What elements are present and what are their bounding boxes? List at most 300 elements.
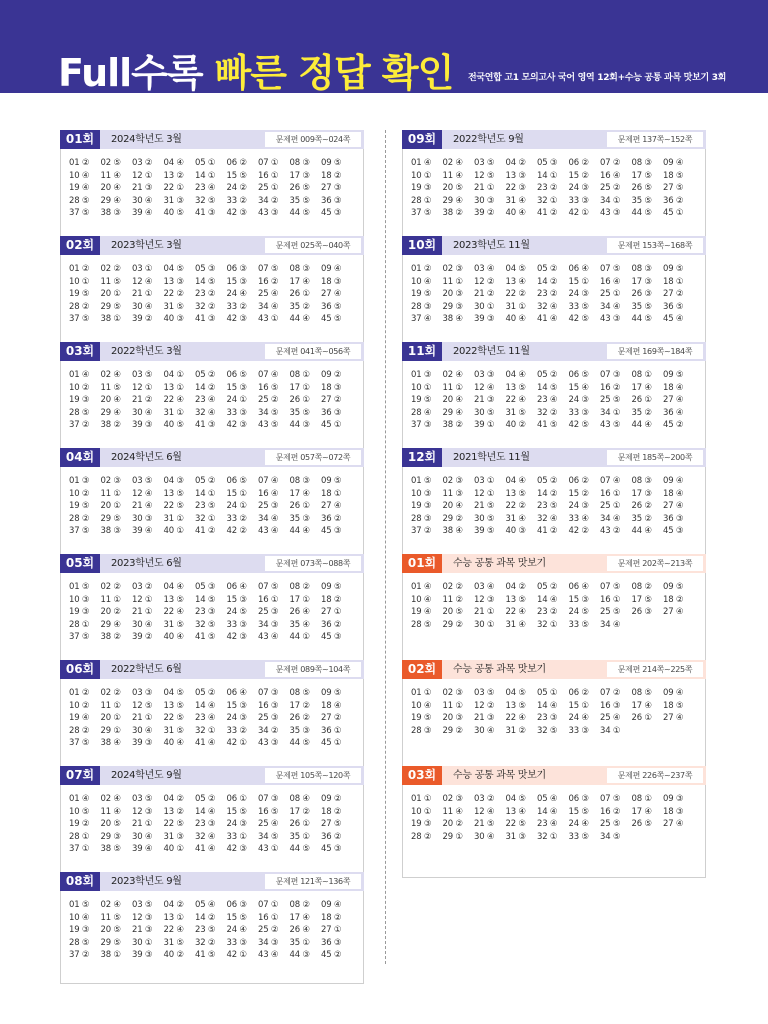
answer-grid <box>411 369 701 432</box>
answer-item: 24 ③ <box>568 289 589 299</box>
answer-item: 19 ④ <box>69 183 90 193</box>
answer-item: 06 ② <box>568 158 589 168</box>
answer-item: 01 ⑤ <box>69 582 90 592</box>
answer-row <box>411 500 701 513</box>
answer-item: 40 ④ <box>163 632 184 642</box>
answer-item: 04 ⑤ <box>505 794 526 804</box>
answer-item: 09 ④ <box>321 264 342 274</box>
answer-item: 26 ⑤ <box>289 183 310 193</box>
answer-item: 36 ④ <box>663 407 684 418</box>
answer-item: 03 ⑤ <box>132 370 153 380</box>
answer-item: 06 ⑤ <box>568 370 589 380</box>
answer-item: 34 ③ <box>258 937 279 948</box>
answer-item: 02 ③ <box>442 794 463 804</box>
answer-item: 25 ⑤ <box>600 607 621 617</box>
answer-item: 30 ③ <box>132 513 153 524</box>
answer-item: 06 ⑤ <box>226 370 247 380</box>
answer-item: 34 ② <box>258 195 279 206</box>
answer-item: 31 ① <box>505 301 526 312</box>
answer-row <box>69 700 359 713</box>
answer-item: 40 ③ <box>163 314 184 324</box>
answer-row <box>411 700 701 713</box>
answer-item: 42 ③ <box>226 208 247 218</box>
answer-grid <box>69 899 359 962</box>
answer-item: 25 ③ <box>258 607 279 617</box>
block-header <box>60 448 364 467</box>
answer-block <box>60 342 364 460</box>
answer-item: 38 ④ <box>100 738 121 748</box>
answer-item: 05 ③ <box>195 582 216 592</box>
answer-item: 08 ③ <box>631 264 652 274</box>
answer-item: 36 ⑤ <box>663 301 684 312</box>
answer-row <box>411 313 701 326</box>
answer-item: 29 ⑤ <box>100 301 121 312</box>
answer-row <box>69 369 359 382</box>
answer-item: 18 ③ <box>321 382 342 393</box>
answer-item: 31 ⑤ <box>505 407 526 418</box>
exam-number: 06회 <box>60 660 100 679</box>
answer-item: 16 ① <box>258 170 279 181</box>
answer-item: 33 ③ <box>226 619 247 630</box>
page-subtitle: 전국연합 고1 모의고사 국어 영역 12회+수능 공통 과목 맛보기 3회 <box>468 73 727 83</box>
answer-row <box>69 831 359 844</box>
answer-item: 28 ① <box>411 195 432 206</box>
answer-item: 32 ② <box>537 407 558 418</box>
answer-item: 23 ④ <box>537 819 558 829</box>
answer-item: 36 ② <box>663 195 684 206</box>
answer-item: 01 ① <box>411 688 432 698</box>
answer-item: 09 ② <box>321 370 342 380</box>
answer-row <box>411 263 701 276</box>
answer-item: 11 ③ <box>442 488 463 499</box>
answer-item: 32 ⑤ <box>195 195 216 206</box>
answer-item: 27 ⑤ <box>321 819 342 829</box>
answer-item: 31 ① <box>163 407 184 418</box>
exam-number: 10회 <box>402 236 442 255</box>
answer-item: 35 ⑤ <box>289 195 310 206</box>
answer-item: 42 ① <box>226 950 247 960</box>
answer-grid <box>69 687 359 750</box>
answer-item: 22 ④ <box>505 607 526 617</box>
page-range: 문제편 226쪽~237쪽 <box>607 768 703 783</box>
answer-item: 42 ③ <box>226 420 247 430</box>
answer-item: 10 ③ <box>69 594 90 605</box>
answer-item: 24 ④ <box>226 289 247 299</box>
answer-item: 24 ⑤ <box>226 607 247 617</box>
answer-item: 25 ① <box>600 501 621 511</box>
answer-item: 04 ④ <box>163 158 184 168</box>
answer-item: 13 ③ <box>163 276 184 287</box>
answer-item: 31 ⑤ <box>163 301 184 312</box>
answer-item: 05 ② <box>195 476 216 486</box>
answer-item: 27 ② <box>321 713 342 723</box>
answer-grid <box>69 793 359 856</box>
answer-item: 11 ④ <box>100 170 121 181</box>
answer-item: 44 ④ <box>631 526 652 536</box>
answer-item: 36 ③ <box>321 937 342 948</box>
answer-item: 15 ⑤ <box>226 806 247 817</box>
answer-item: 33 ② <box>226 301 247 312</box>
answer-item: 39 ③ <box>474 314 495 324</box>
answer-row <box>411 581 701 594</box>
answer-item: 13 ⑤ <box>505 594 526 605</box>
answer-item: 21 ③ <box>474 713 495 723</box>
answer-item: 40 ① <box>163 844 184 854</box>
page-range: 문제편 121쪽~136쪽 <box>265 874 361 889</box>
answer-item: 22 ④ <box>163 925 184 935</box>
answer-item: 42 ⑤ <box>568 420 589 430</box>
answer-item: 30 ⑤ <box>474 513 495 524</box>
answer-item: 38 ① <box>100 314 121 324</box>
answer-item: 41 ⑤ <box>195 950 216 960</box>
answer-item: 03 ④ <box>474 582 495 592</box>
answer-item: 12 ① <box>132 382 153 393</box>
answer-item: 07 ② <box>600 158 621 168</box>
answer-item: 36 ② <box>321 619 342 630</box>
answer-item: 45 ① <box>321 420 342 430</box>
answer-row <box>411 712 701 725</box>
answer-item: 05 ③ <box>537 158 558 168</box>
answer-item: 35 ② <box>631 513 652 524</box>
answer-item: 16 ① <box>258 912 279 923</box>
answer-item: 01 ⑤ <box>69 900 90 910</box>
block-header <box>60 660 364 679</box>
answer-item: 18 ⑤ <box>663 170 684 181</box>
answer-item: 41 ④ <box>195 738 216 748</box>
answer-item: 43 ① <box>258 314 279 324</box>
exam-number: 07회 <box>60 766 100 785</box>
answer-item: 18 ① <box>663 276 684 287</box>
answer-item: 45 ② <box>663 420 684 430</box>
answer-item: 05 ② <box>195 370 216 380</box>
answer-item: 33 ⑤ <box>568 301 589 312</box>
answer-item: 21 ⑤ <box>474 819 495 829</box>
answer-item: 05 ② <box>537 582 558 592</box>
answer-item: 41 ② <box>195 526 216 536</box>
answer-item: 40 ④ <box>505 208 526 218</box>
answer-row <box>69 937 359 950</box>
answer-item: 26 ① <box>631 395 652 405</box>
answer-item: 25 ② <box>258 925 279 935</box>
answer-item: 31 ① <box>163 513 184 524</box>
answer-block <box>402 766 706 884</box>
answer-item: 32 ⑤ <box>537 725 558 736</box>
block-header <box>402 236 706 255</box>
answer-item: 43 ④ <box>258 526 279 536</box>
answer-grid <box>411 263 701 326</box>
exam-date: 2022학년도 11월 <box>453 346 530 357</box>
answer-item: 14 ② <box>537 276 558 287</box>
page-range: 문제편 057쪽~072쪽 <box>265 450 361 465</box>
answer-item: 13 ③ <box>505 170 526 181</box>
answer-item: 28 ⑤ <box>411 619 432 630</box>
answer-item: 29 ⑤ <box>100 513 121 524</box>
answer-item: 18 ④ <box>663 488 684 499</box>
answer-item: 29 ④ <box>442 195 463 206</box>
answer-item: 24 ③ <box>568 183 589 193</box>
answer-item: 22 ③ <box>505 183 526 193</box>
answer-item: 27 ① <box>321 925 342 935</box>
answer-item: 13 ④ <box>505 806 526 817</box>
answer-item: 17 ④ <box>289 488 310 499</box>
exam-number: 08회 <box>60 872 100 891</box>
answer-item: 11 ① <box>100 700 121 711</box>
answer-item: 34 ④ <box>600 619 621 630</box>
answer-row <box>69 725 359 738</box>
answer-item: 17 ③ <box>631 276 652 287</box>
exam-number: 03회 <box>402 766 442 785</box>
answer-row <box>69 407 359 420</box>
answer-item: 26 ④ <box>289 925 310 935</box>
answer-item: 03 ③ <box>132 688 153 698</box>
block-header <box>402 554 706 573</box>
answer-item: 22 ④ <box>505 713 526 723</box>
page-range: 문제편 105쪽~120쪽 <box>265 768 361 783</box>
answer-item: 26 ① <box>289 501 310 511</box>
exam-date: 수능 공통 과목 맛보기 <box>453 664 546 675</box>
answer-item: 04 ② <box>505 582 526 592</box>
answer-item: 41 ② <box>537 208 558 218</box>
answer-item: 28 ① <box>69 619 90 630</box>
answer-item: 12 ③ <box>132 912 153 923</box>
answer-item: 28 ② <box>411 831 432 842</box>
answer-item: 05 ① <box>195 158 216 168</box>
answer-item: 02 ② <box>100 582 121 592</box>
answer-item: 01 ② <box>69 158 90 168</box>
answer-item: 04 ④ <box>505 476 526 486</box>
answer-item: 01 ④ <box>411 582 432 592</box>
answer-item: 11 ⑤ <box>100 276 121 287</box>
answer-item: 27 ④ <box>663 713 684 723</box>
answer-row <box>411 619 701 632</box>
answer-item: 27 ⑤ <box>663 183 684 193</box>
answer-item: 34 ⑤ <box>258 831 279 842</box>
answer-item: 14 ⑤ <box>537 382 558 393</box>
answer-row <box>411 687 701 700</box>
page-range: 문제편 073쪽~088쪽 <box>265 556 361 571</box>
exam-number: 02회 <box>60 236 100 255</box>
answer-item: 15 ① <box>568 276 589 287</box>
answer-item: 29 ② <box>442 619 463 630</box>
answer-item: 23 ② <box>537 289 558 299</box>
answer-item: 26 ⑤ <box>631 819 652 829</box>
answer-item: 04 ② <box>163 900 184 910</box>
answer-item: 37 ④ <box>411 314 432 324</box>
block-header <box>60 766 364 785</box>
answer-item: 09 ⑤ <box>321 158 342 168</box>
answer-item: 41 ③ <box>195 208 216 218</box>
answer-item: 13 ⑤ <box>505 488 526 499</box>
answer-item: 18 ① <box>321 488 342 499</box>
answer-item: 13 ② <box>163 806 184 817</box>
answer-item: 19 ③ <box>411 183 432 193</box>
answer-item: 25 ⑤ <box>600 819 621 829</box>
answer-item: 20 ③ <box>442 289 463 299</box>
answer-item: 14 ④ <box>537 700 558 711</box>
answer-item: 07 ③ <box>600 370 621 380</box>
exam-number: 09회 <box>402 130 442 149</box>
page-title <box>58 42 453 97</box>
answer-item: 14 ① <box>195 170 216 181</box>
answer-item: 01 ④ <box>411 158 432 168</box>
answer-item: 07 ④ <box>258 476 279 486</box>
answer-item: 12 ③ <box>474 594 495 605</box>
answer-item: 27 ② <box>663 289 684 299</box>
answer-block <box>60 236 364 354</box>
answer-item: 17 ④ <box>289 912 310 923</box>
answer-item: 01 ② <box>69 688 90 698</box>
answer-item: 39 ② <box>132 632 153 642</box>
answer-item: 38 ③ <box>100 208 121 218</box>
answer-item: 02 ④ <box>442 158 463 168</box>
answer-item: 19 ③ <box>69 925 90 935</box>
answer-item: 09 ② <box>321 794 342 804</box>
answer-item: 39 ③ <box>132 950 153 960</box>
column-divider <box>385 130 386 964</box>
answer-item: 02 ② <box>442 582 463 592</box>
answer-row <box>69 488 359 501</box>
exam-date: 2024학년도 6월 <box>111 452 182 463</box>
answer-item: 03 ⑤ <box>132 900 153 910</box>
answer-item: 36 ① <box>321 725 342 736</box>
answer-item: 12 ② <box>474 276 495 287</box>
answer-item: 10 ⑤ <box>69 806 90 817</box>
answer-item: 07 ⑤ <box>258 582 279 592</box>
answer-item: 32 ⑤ <box>195 619 216 630</box>
exam-number: 01회 <box>60 130 100 149</box>
answer-item: 12 ③ <box>132 806 153 817</box>
answer-item: 31 ④ <box>505 195 526 206</box>
answer-item: 25 ③ <box>258 713 279 723</box>
answer-item: 03 ② <box>132 158 153 168</box>
answer-item: 25 ① <box>600 289 621 299</box>
answer-item: 37 ⑤ <box>69 526 90 536</box>
answer-item: 40 ② <box>505 420 526 430</box>
answer-item: 23 ③ <box>195 607 216 617</box>
answer-item: 27 ④ <box>663 819 684 829</box>
answer-item: 01 ③ <box>411 370 432 380</box>
answer-item: 35 ④ <box>289 619 310 630</box>
answer-item: 17 ② <box>289 806 310 817</box>
answer-item: 43 ① <box>258 844 279 854</box>
answer-item: 09 ⑤ <box>321 688 342 698</box>
answer-item: 10 ③ <box>411 488 432 499</box>
answer-item: 20 ④ <box>100 183 121 193</box>
answer-item: 43 ③ <box>258 208 279 218</box>
answer-item: 33 ③ <box>568 725 589 736</box>
answer-item: 13 ⑤ <box>505 382 526 393</box>
answer-item: 38 ② <box>442 420 463 430</box>
answer-row <box>69 737 359 750</box>
answer-item: 02 ② <box>100 264 121 274</box>
answer-item: 28 ③ <box>411 513 432 524</box>
answer-item: 31 ② <box>505 725 526 736</box>
answer-row <box>69 382 359 395</box>
answer-item: 19 ③ <box>69 607 90 617</box>
answer-item: 07 ⑤ <box>600 582 621 592</box>
page-range: 문제편 137쪽~152쪽 <box>607 132 703 147</box>
answer-item: 29 ③ <box>442 301 463 312</box>
answer-item: 22 ⑤ <box>163 501 184 511</box>
answer-item: 23 ② <box>537 607 558 617</box>
answer-row <box>69 712 359 725</box>
answer-item: 06 ④ <box>226 688 247 698</box>
answer-item: 33 ⑤ <box>568 831 589 842</box>
answer-item: 08 ⑤ <box>631 688 652 698</box>
answer-item: 13 ① <box>163 912 184 923</box>
answer-item: 32 ④ <box>195 831 216 842</box>
answer-item: 21 ③ <box>474 395 495 405</box>
answer-item: 22 ② <box>163 289 184 299</box>
answer-item: 37 ⑤ <box>411 208 432 218</box>
answer-row <box>411 182 701 195</box>
answer-row <box>69 619 359 632</box>
answer-item: 02 ④ <box>442 370 463 380</box>
answer-item: 37 ⑤ <box>69 314 90 324</box>
page-range: 문제편 185쪽~200쪽 <box>607 450 703 465</box>
answer-item: 17 ③ <box>631 488 652 499</box>
answer-item: 02 ④ <box>100 370 121 380</box>
answer-item: 24 ④ <box>226 925 247 935</box>
answer-item: 36 ③ <box>663 513 684 524</box>
answer-item: 09 ③ <box>663 794 684 804</box>
answer-item: 28 ③ <box>411 725 432 736</box>
answer-grid <box>411 157 701 220</box>
answer-item: 33 ② <box>226 725 247 736</box>
answer-item: 45 ① <box>663 208 684 218</box>
exam-date: 2024학년도 9월 <box>111 770 182 781</box>
answer-item: 27 ④ <box>663 501 684 511</box>
answer-item: 15 ⑤ <box>226 912 247 923</box>
answer-item: 02 ⑤ <box>100 158 121 168</box>
answer-row <box>411 394 701 407</box>
answer-item: 30 ④ <box>132 301 153 312</box>
answer-item: 16 ④ <box>600 170 621 181</box>
exam-number: 04회 <box>60 448 100 467</box>
answer-item: 07 ③ <box>258 688 279 698</box>
answer-item: 27 ④ <box>321 501 342 511</box>
answer-block <box>60 872 364 990</box>
answer-item: 43 ④ <box>258 632 279 642</box>
answer-item: 31 ④ <box>505 619 526 630</box>
answer-item: 17 ④ <box>289 276 310 287</box>
answer-item: 21 ④ <box>132 501 153 511</box>
answer-item: 23 ④ <box>195 395 216 405</box>
answer-item: 24 ③ <box>226 819 247 829</box>
answer-row <box>69 912 359 925</box>
answer-item: 25 ② <box>600 183 621 193</box>
answer-item: 22 ⑤ <box>505 819 526 829</box>
exam-date: 수능 공통 과목 맛보기 <box>453 770 546 781</box>
answer-item: 03 ① <box>132 264 153 274</box>
answer-item: 30 ③ <box>474 195 495 206</box>
answer-item: 16 ② <box>600 806 621 817</box>
answer-item: 32 ② <box>195 301 216 312</box>
answer-item: 04 ⑤ <box>505 688 526 698</box>
answer-item: 04 ① <box>163 370 184 380</box>
answer-item: 10 ④ <box>411 594 432 605</box>
answer-item: 06 ③ <box>226 900 247 910</box>
answer-item: 25 ② <box>258 395 279 405</box>
block-header <box>402 130 706 149</box>
answer-item: 17 ⑤ <box>631 170 652 181</box>
answer-item: 16 ① <box>258 594 279 605</box>
answer-item: 23 ③ <box>537 713 558 723</box>
answer-item: 11 ② <box>442 594 463 605</box>
answer-item: 07 ④ <box>600 476 621 486</box>
answer-item: 20 ① <box>100 713 121 723</box>
answer-item: 41 ④ <box>537 314 558 324</box>
